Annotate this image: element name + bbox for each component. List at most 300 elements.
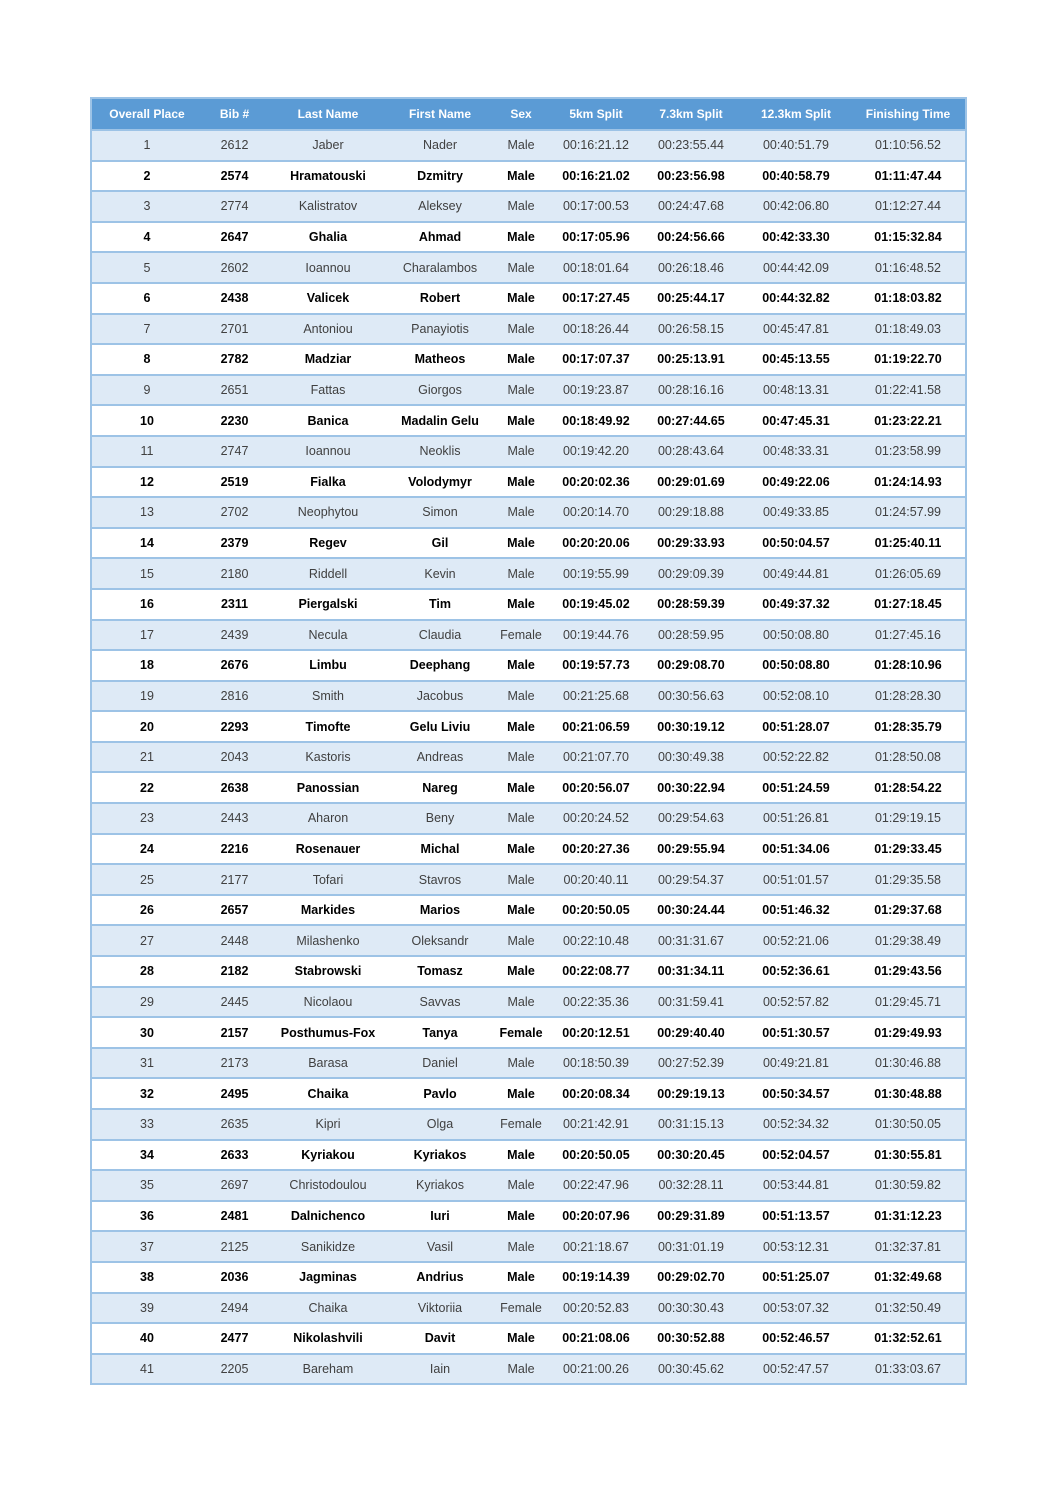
table-row	[91, 987, 966, 1018]
first-name-cell: Kyriakos	[389, 1170, 491, 1201]
split-5km-cell: 00:18:01.64	[551, 252, 641, 283]
table-row	[91, 681, 966, 712]
split-5km-cell: 00:22:35.36	[551, 987, 641, 1018]
bib-cell: 2638	[202, 772, 267, 803]
bib-cell: 2438	[202, 283, 267, 314]
split-5km-cell: 00:19:45.02	[551, 589, 641, 620]
last-name-cell: Regev	[267, 528, 389, 559]
sex-cell: Female	[491, 1017, 551, 1048]
split-12-3km-cell: 00:51:01.57	[741, 864, 851, 895]
first-name-cell: Neoklis	[389, 436, 491, 467]
bib-cell: 2177	[202, 864, 267, 895]
first-name-cell: Pavlo	[389, 1078, 491, 1109]
split-5km-cell: 00:17:05.96	[551, 222, 641, 253]
finishing-time-cell: 01:28:35.79	[851, 711, 966, 742]
sex-cell: Male	[491, 1323, 551, 1354]
overall-place-cell: 1	[91, 130, 202, 161]
last-name-cell: Posthumus-Fox	[267, 1017, 389, 1048]
last-name-cell: Riddell	[267, 558, 389, 589]
sex-cell: Male	[491, 436, 551, 467]
split-5km-cell: 00:22:08.77	[551, 956, 641, 987]
bib-cell: 2439	[202, 620, 267, 651]
split-12-3km-cell: 00:49:33.85	[741, 497, 851, 528]
sex-cell: Female	[491, 1293, 551, 1324]
finishing-time-cell: 01:33:03.67	[851, 1354, 966, 1385]
split-12-3km-cell: 00:51:26.81	[741, 803, 851, 834]
bib-cell: 2633	[202, 1140, 267, 1171]
finishing-time-cell: 01:22:41.58	[851, 375, 966, 406]
first-name-cell: Claudia	[389, 620, 491, 651]
bib-cell: 2481	[202, 1201, 267, 1232]
header-bib: Bib #	[202, 98, 267, 130]
split-12-3km-cell: 00:49:44.81	[741, 558, 851, 589]
last-name-cell: Valicek	[267, 283, 389, 314]
sex-cell: Male	[491, 1078, 551, 1109]
split-7-3km-cell: 00:31:59.41	[641, 987, 741, 1018]
table-row	[91, 558, 966, 589]
header-row	[91, 98, 966, 130]
last-name-cell: Madziar	[267, 344, 389, 375]
split-5km-cell: 00:20:50.05	[551, 1140, 641, 1171]
split-7-3km-cell: 00:27:44.65	[641, 405, 741, 436]
split-7-3km-cell: 00:29:54.63	[641, 803, 741, 834]
split-12-3km-cell: 00:52:57.82	[741, 987, 851, 1018]
bib-cell: 2702	[202, 497, 267, 528]
split-7-3km-cell: 00:26:18.46	[641, 252, 741, 283]
table-row	[91, 650, 966, 681]
last-name-cell: Ioannou	[267, 436, 389, 467]
first-name-cell: Deephang	[389, 650, 491, 681]
bib-cell: 2379	[202, 528, 267, 559]
bib-cell: 2647	[202, 222, 267, 253]
last-name-cell: Barasa	[267, 1048, 389, 1079]
finishing-time-cell: 01:29:43.56	[851, 956, 966, 987]
finishing-time-cell: 01:28:28.30	[851, 681, 966, 712]
bib-cell: 2043	[202, 742, 267, 773]
split-7-3km-cell: 00:30:52.88	[641, 1323, 741, 1354]
bib-cell: 2448	[202, 925, 267, 956]
sex-cell: Male	[491, 742, 551, 773]
finishing-time-cell: 01:29:19.15	[851, 803, 966, 834]
table-row	[91, 528, 966, 559]
sex-cell: Male	[491, 772, 551, 803]
table-row	[91, 436, 966, 467]
first-name-cell: Nader	[389, 130, 491, 161]
first-name-cell: Iuri	[389, 1201, 491, 1232]
sex-cell: Male	[491, 130, 551, 161]
first-name-cell: Daniel	[389, 1048, 491, 1079]
split-12-3km-cell: 00:50:08.80	[741, 620, 851, 651]
table-row	[91, 956, 966, 987]
split-7-3km-cell: 00:31:34.11	[641, 956, 741, 987]
first-name-cell: Olga	[389, 1109, 491, 1140]
split-5km-cell: 00:20:40.11	[551, 864, 641, 895]
split-7-3km-cell: 00:25:13.91	[641, 344, 741, 375]
sex-cell: Male	[491, 681, 551, 712]
last-name-cell: Kyriakou	[267, 1140, 389, 1171]
finishing-time-cell: 01:15:32.84	[851, 222, 966, 253]
first-name-cell: Kevin	[389, 558, 491, 589]
split-12-3km-cell: 00:40:51.79	[741, 130, 851, 161]
table-row	[91, 375, 966, 406]
bib-cell: 2747	[202, 436, 267, 467]
split-12-3km-cell: 00:52:34.32	[741, 1109, 851, 1140]
split-12-3km-cell: 00:51:24.59	[741, 772, 851, 803]
table-row	[91, 1231, 966, 1262]
overall-place-cell: 41	[91, 1354, 202, 1385]
split-7-3km-cell: 00:24:56.66	[641, 222, 741, 253]
finishing-time-cell: 01:24:14.93	[851, 467, 966, 498]
bib-cell: 2651	[202, 375, 267, 406]
table-row	[91, 1140, 966, 1171]
sex-cell: Male	[491, 283, 551, 314]
table-row	[91, 1201, 966, 1232]
sex-cell: Female	[491, 1109, 551, 1140]
split-7-3km-cell: 00:32:28.11	[641, 1170, 741, 1201]
first-name-cell: Charalambos	[389, 252, 491, 283]
split-7-3km-cell: 00:30:30.43	[641, 1293, 741, 1324]
last-name-cell: Fialka	[267, 467, 389, 498]
first-name-cell: Panayiotis	[389, 314, 491, 345]
bib-cell: 2216	[202, 834, 267, 865]
table-row	[91, 742, 966, 773]
header-12-3km-split: 12.3km Split	[741, 98, 851, 130]
finishing-time-cell: 01:28:50.08	[851, 742, 966, 773]
first-name-cell: Dzmitry	[389, 161, 491, 192]
sex-cell: Male	[491, 344, 551, 375]
table-row	[91, 1078, 966, 1109]
first-name-cell: Tim	[389, 589, 491, 620]
overall-place-cell: 2	[91, 161, 202, 192]
first-name-cell: Volodymyr	[389, 467, 491, 498]
last-name-cell: Piergalski	[267, 589, 389, 620]
sex-cell: Male	[491, 1140, 551, 1171]
split-12-3km-cell: 00:45:47.81	[741, 314, 851, 345]
split-12-3km-cell: 00:51:34.06	[741, 834, 851, 865]
finishing-time-cell: 01:30:46.88	[851, 1048, 966, 1079]
split-7-3km-cell: 00:28:43.64	[641, 436, 741, 467]
table-row	[91, 864, 966, 895]
split-7-3km-cell: 00:25:44.17	[641, 283, 741, 314]
split-12-3km-cell: 00:49:21.81	[741, 1048, 851, 1079]
table-row	[91, 1109, 966, 1140]
sex-cell: Male	[491, 252, 551, 283]
split-7-3km-cell: 00:29:02.70	[641, 1262, 741, 1293]
split-12-3km-cell: 00:52:47.57	[741, 1354, 851, 1385]
split-7-3km-cell: 00:29:18.88	[641, 497, 741, 528]
split-5km-cell: 00:20:07.96	[551, 1201, 641, 1232]
overall-place-cell: 40	[91, 1323, 202, 1354]
split-12-3km-cell: 00:42:33.30	[741, 222, 851, 253]
split-7-3km-cell: 00:29:19.13	[641, 1078, 741, 1109]
split-5km-cell: 00:20:20.06	[551, 528, 641, 559]
split-5km-cell: 00:19:44.76	[551, 620, 641, 651]
finishing-time-cell: 01:30:55.81	[851, 1140, 966, 1171]
sex-cell: Male	[491, 711, 551, 742]
split-7-3km-cell: 00:29:54.37	[641, 864, 741, 895]
header-sex: Sex	[491, 98, 551, 130]
sex-cell: Male	[491, 161, 551, 192]
sex-cell: Male	[491, 1201, 551, 1232]
first-name-cell: Gelu Liviu	[389, 711, 491, 742]
split-5km-cell: 00:18:26.44	[551, 314, 641, 345]
bib-cell: 2676	[202, 650, 267, 681]
split-7-3km-cell: 00:29:31.89	[641, 1201, 741, 1232]
finishing-time-cell: 01:27:45.16	[851, 620, 966, 651]
split-7-3km-cell: 00:30:24.44	[641, 895, 741, 926]
split-7-3km-cell: 00:30:49.38	[641, 742, 741, 773]
split-12-3km-cell: 00:48:13.31	[741, 375, 851, 406]
finishing-time-cell: 01:27:18.45	[851, 589, 966, 620]
first-name-cell: Vasil	[389, 1231, 491, 1262]
finishing-time-cell: 01:32:50.49	[851, 1293, 966, 1324]
sex-cell: Male	[491, 467, 551, 498]
split-5km-cell: 00:19:14.39	[551, 1262, 641, 1293]
last-name-cell: Bareham	[267, 1354, 389, 1385]
split-12-3km-cell: 00:50:04.57	[741, 528, 851, 559]
split-12-3km-cell: 00:42:06.80	[741, 191, 851, 222]
first-name-cell: Andrius	[389, 1262, 491, 1293]
bib-cell: 2635	[202, 1109, 267, 1140]
sex-cell: Male	[491, 314, 551, 345]
sex-cell: Male	[491, 895, 551, 926]
overall-place-cell: 14	[91, 528, 202, 559]
overall-place-cell: 20	[91, 711, 202, 742]
sex-cell: Male	[491, 956, 551, 987]
overall-place-cell: 38	[91, 1262, 202, 1293]
overall-place-cell: 11	[91, 436, 202, 467]
split-7-3km-cell: 00:30:56.63	[641, 681, 741, 712]
finishing-time-cell: 01:28:10.96	[851, 650, 966, 681]
split-12-3km-cell: 00:49:37.32	[741, 589, 851, 620]
sex-cell: Male	[491, 650, 551, 681]
last-name-cell: Dalnichenco	[267, 1201, 389, 1232]
overall-place-cell: 27	[91, 925, 202, 956]
finishing-time-cell: 01:10:56.52	[851, 130, 966, 161]
sex-cell: Male	[491, 987, 551, 1018]
last-name-cell: Jagminas	[267, 1262, 389, 1293]
table-row	[91, 222, 966, 253]
overall-place-cell: 18	[91, 650, 202, 681]
sex-cell: Male	[491, 375, 551, 406]
overall-place-cell: 32	[91, 1078, 202, 1109]
last-name-cell: Jaber	[267, 130, 389, 161]
table-row	[91, 344, 966, 375]
split-12-3km-cell: 00:52:21.06	[741, 925, 851, 956]
split-7-3km-cell: 00:23:55.44	[641, 130, 741, 161]
finishing-time-cell: 01:29:49.93	[851, 1017, 966, 1048]
bib-cell: 2701	[202, 314, 267, 345]
bib-cell: 2205	[202, 1354, 267, 1385]
split-5km-cell: 00:20:24.52	[551, 803, 641, 834]
split-12-3km-cell: 00:52:22.82	[741, 742, 851, 773]
finishing-time-cell: 01:18:03.82	[851, 283, 966, 314]
header-overall-place: Overall Place	[91, 98, 202, 130]
overall-place-cell: 28	[91, 956, 202, 987]
overall-place-cell: 33	[91, 1109, 202, 1140]
split-5km-cell: 00:21:00.26	[551, 1354, 641, 1385]
split-12-3km-cell: 00:53:44.81	[741, 1170, 851, 1201]
sex-cell: Male	[491, 558, 551, 589]
sex-cell: Female	[491, 620, 551, 651]
bib-cell: 2494	[202, 1293, 267, 1324]
last-name-cell: Nicolaou	[267, 987, 389, 1018]
sex-cell: Male	[491, 405, 551, 436]
last-name-cell: Neophytou	[267, 497, 389, 528]
overall-place-cell: 37	[91, 1231, 202, 1262]
overall-place-cell: 16	[91, 589, 202, 620]
first-name-cell: Robert	[389, 283, 491, 314]
overall-place-cell: 31	[91, 1048, 202, 1079]
last-name-cell: Christodoulou	[267, 1170, 389, 1201]
bib-cell: 2774	[202, 191, 267, 222]
bib-cell: 2477	[202, 1323, 267, 1354]
last-name-cell: Markides	[267, 895, 389, 926]
split-7-3km-cell: 00:30:45.62	[641, 1354, 741, 1385]
header-5km-split: 5km Split	[551, 98, 641, 130]
last-name-cell: Chaika	[267, 1078, 389, 1109]
split-5km-cell: 00:16:21.02	[551, 161, 641, 192]
bib-cell: 2602	[202, 252, 267, 283]
split-5km-cell: 00:21:08.06	[551, 1323, 641, 1354]
last-name-cell: Panossian	[267, 772, 389, 803]
split-12-3km-cell: 00:45:13.55	[741, 344, 851, 375]
header-finishing-time: Finishing Time	[851, 98, 966, 130]
sex-cell: Male	[491, 191, 551, 222]
bib-cell: 2173	[202, 1048, 267, 1079]
split-12-3km-cell: 00:40:58.79	[741, 161, 851, 192]
bib-cell: 2182	[202, 956, 267, 987]
finishing-time-cell: 01:32:37.81	[851, 1231, 966, 1262]
first-name-cell: Viktoriia	[389, 1293, 491, 1324]
overall-place-cell: 34	[91, 1140, 202, 1171]
split-5km-cell: 00:21:07.70	[551, 742, 641, 773]
last-name-cell: Fattas	[267, 375, 389, 406]
split-5km-cell: 00:20:14.70	[551, 497, 641, 528]
finishing-time-cell: 01:23:22.21	[851, 405, 966, 436]
table-row	[91, 252, 966, 283]
split-12-3km-cell: 00:44:42.09	[741, 252, 851, 283]
first-name-cell: Marios	[389, 895, 491, 926]
split-5km-cell: 00:17:07.37	[551, 344, 641, 375]
overall-place-cell: 9	[91, 375, 202, 406]
bib-cell: 2293	[202, 711, 267, 742]
bib-cell: 2657	[202, 895, 267, 926]
split-12-3km-cell: 00:51:13.57	[741, 1201, 851, 1232]
table-row	[91, 1048, 966, 1079]
split-7-3km-cell: 00:27:52.39	[641, 1048, 741, 1079]
overall-place-cell: 21	[91, 742, 202, 773]
bib-cell: 2495	[202, 1078, 267, 1109]
split-5km-cell: 00:21:18.67	[551, 1231, 641, 1262]
split-7-3km-cell: 00:28:59.39	[641, 589, 741, 620]
last-name-cell: Tofari	[267, 864, 389, 895]
first-name-cell: Jacobus	[389, 681, 491, 712]
last-name-cell: Antoniou	[267, 314, 389, 345]
finishing-time-cell: 01:18:49.03	[851, 314, 966, 345]
table-row	[91, 1293, 966, 1324]
overall-place-cell: 7	[91, 314, 202, 345]
split-5km-cell: 00:18:49.92	[551, 405, 641, 436]
first-name-cell: Matheos	[389, 344, 491, 375]
split-12-3km-cell: 00:44:32.82	[741, 283, 851, 314]
split-12-3km-cell: 00:51:46.32	[741, 895, 851, 926]
overall-place-cell: 29	[91, 987, 202, 1018]
split-7-3km-cell: 00:29:01.69	[641, 467, 741, 498]
split-7-3km-cell: 00:31:31.67	[641, 925, 741, 956]
sex-cell: Male	[491, 1262, 551, 1293]
last-name-cell: Milashenko	[267, 925, 389, 956]
results-body	[91, 130, 966, 1384]
last-name-cell: Chaika	[267, 1293, 389, 1324]
sex-cell: Male	[491, 1170, 551, 1201]
first-name-cell: Aleksey	[389, 191, 491, 222]
overall-place-cell: 4	[91, 222, 202, 253]
finishing-time-cell: 01:29:45.71	[851, 987, 966, 1018]
finishing-time-cell: 01:26:05.69	[851, 558, 966, 589]
table-row	[91, 191, 966, 222]
split-12-3km-cell: 00:47:45.31	[741, 405, 851, 436]
last-name-cell: Nikolashvili	[267, 1323, 389, 1354]
finishing-time-cell: 01:12:27.44	[851, 191, 966, 222]
overall-place-cell: 8	[91, 344, 202, 375]
results-table	[90, 97, 967, 1385]
last-name-cell: Hramatouski	[267, 161, 389, 192]
split-5km-cell: 00:20:08.34	[551, 1078, 641, 1109]
split-5km-cell: 00:21:42.91	[551, 1109, 641, 1140]
last-name-cell: Ioannou	[267, 252, 389, 283]
bib-cell: 2157	[202, 1017, 267, 1048]
overall-place-cell: 22	[91, 772, 202, 803]
sex-cell: Male	[491, 1231, 551, 1262]
first-name-cell: Kyriakos	[389, 1140, 491, 1171]
table-row	[91, 772, 966, 803]
split-7-3km-cell: 00:29:55.94	[641, 834, 741, 865]
finishing-time-cell: 01:24:57.99	[851, 497, 966, 528]
finishing-time-cell: 01:32:49.68	[851, 1262, 966, 1293]
header-7-3km-split: 7.3km Split	[641, 98, 741, 130]
first-name-cell: Madalin Gelu	[389, 405, 491, 436]
first-name-cell: Beny	[389, 803, 491, 834]
split-5km-cell: 00:20:12.51	[551, 1017, 641, 1048]
overall-place-cell: 17	[91, 620, 202, 651]
header-first-name: First Name	[389, 98, 491, 130]
last-name-cell: Ghalia	[267, 222, 389, 253]
split-5km-cell: 00:17:27.45	[551, 283, 641, 314]
overall-place-cell: 15	[91, 558, 202, 589]
finishing-time-cell: 01:29:33.45	[851, 834, 966, 865]
split-7-3km-cell: 00:30:20.45	[641, 1140, 741, 1171]
bib-cell: 2612	[202, 130, 267, 161]
split-5km-cell: 00:18:50.39	[551, 1048, 641, 1079]
table-row	[91, 283, 966, 314]
overall-place-cell: 36	[91, 1201, 202, 1232]
table-row	[91, 1170, 966, 1201]
first-name-cell: Nareg	[389, 772, 491, 803]
bib-cell: 2574	[202, 161, 267, 192]
last-name-cell: Rosenauer	[267, 834, 389, 865]
finishing-time-cell: 01:32:52.61	[851, 1323, 966, 1354]
first-name-cell: Stavros	[389, 864, 491, 895]
bib-cell: 2443	[202, 803, 267, 834]
sex-cell: Male	[491, 589, 551, 620]
table-row	[91, 467, 966, 498]
finishing-time-cell: 01:16:48.52	[851, 252, 966, 283]
sex-cell: Male	[491, 1048, 551, 1079]
overall-place-cell: 39	[91, 1293, 202, 1324]
overall-place-cell: 5	[91, 252, 202, 283]
first-name-cell: Ahmad	[389, 222, 491, 253]
